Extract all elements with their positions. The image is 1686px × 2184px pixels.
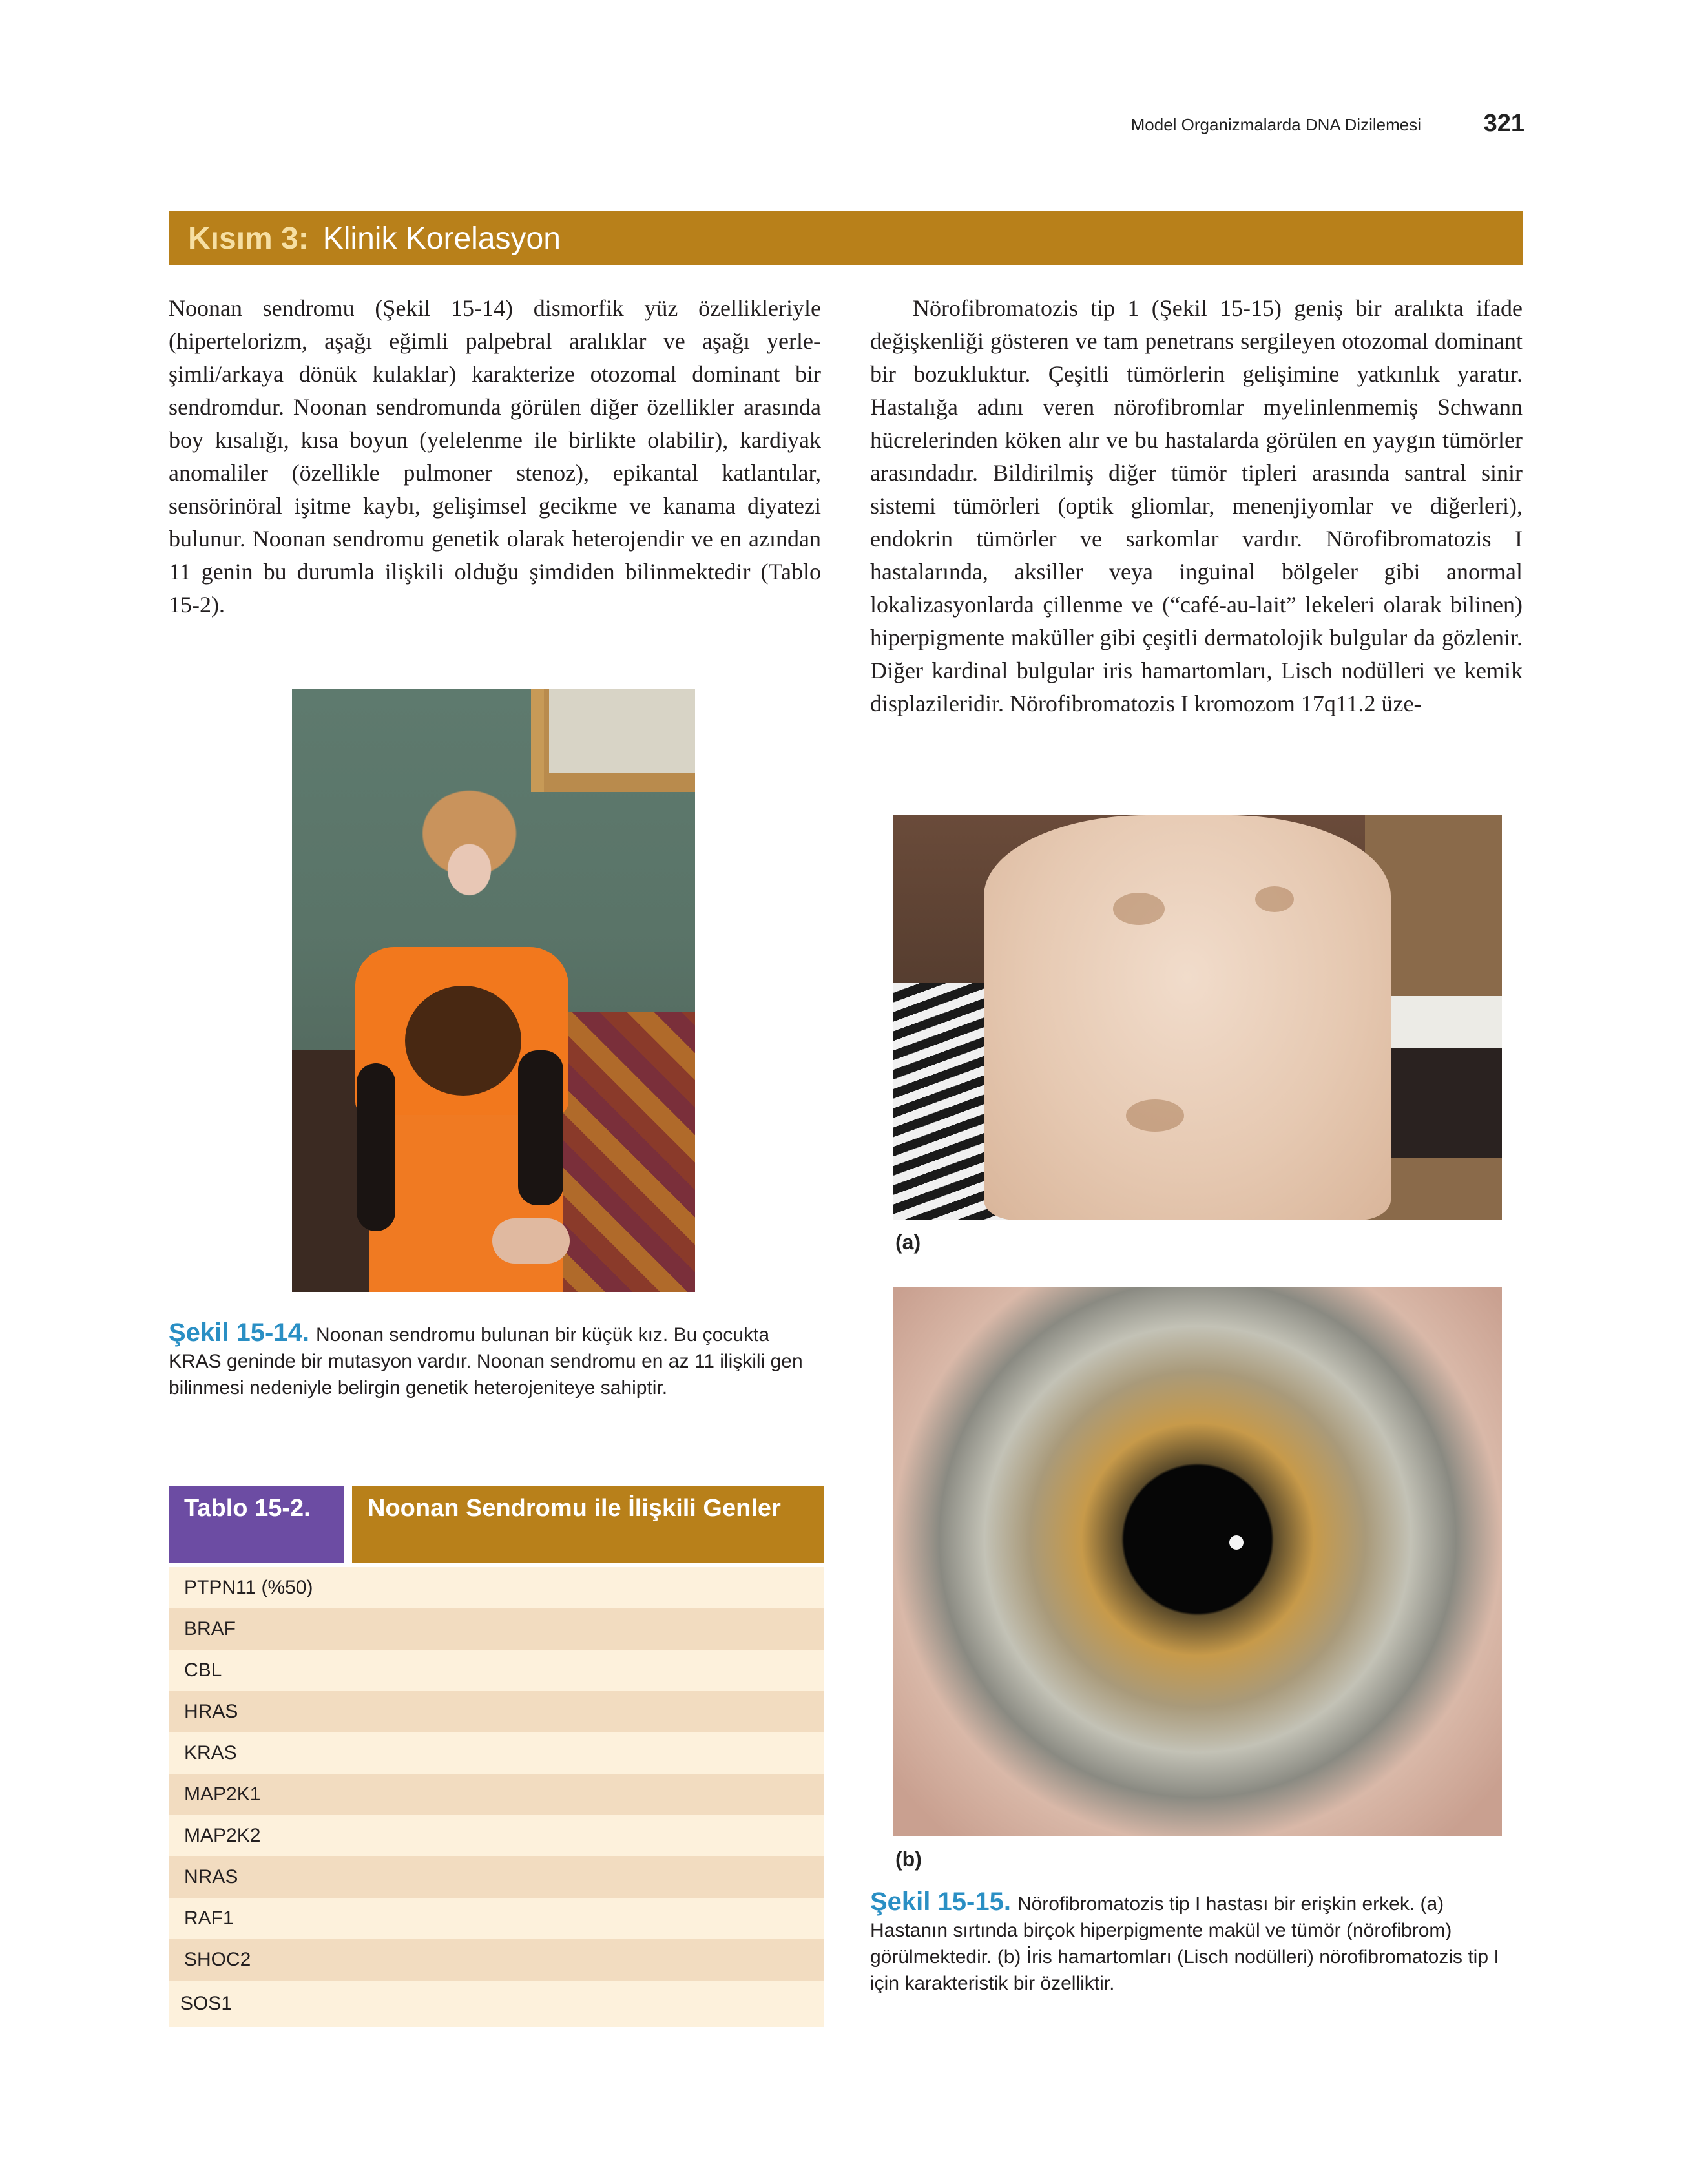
cafe-au-lait-spot bbox=[1255, 886, 1294, 912]
section-label: Kısım 3: bbox=[188, 221, 309, 256]
child-sleeve-left bbox=[357, 1063, 395, 1231]
wall-frame-inner bbox=[549, 689, 695, 773]
table-row: SOS1 bbox=[169, 1981, 824, 2027]
table-row: KRAS bbox=[169, 1732, 824, 1774]
table-row: SHOC2 bbox=[169, 1939, 824, 1981]
table-row: HRAS bbox=[169, 1691, 824, 1732]
child-sleeve-right bbox=[518, 1050, 563, 1205]
page-number: 321 bbox=[1483, 110, 1525, 137]
figure-15-14-number: Şekil 15-14. bbox=[169, 1318, 309, 1347]
figure-15-15-panel-a-label: (a) bbox=[895, 1231, 921, 1254]
left-column-paragraph: Noonan sendromu (Şekil 15-14) dismorfik yüz özellikleriyle (hipertelorizm, aşağı eğimli palpebral aralıklar ve aşağı yerleşimli/arkaya dönük kulaklar) karakterize otozomal dominant bir sendromdur. Noonan sendromunda görülen diğer özellikler arasında boy kısalığı, kısa boyun (yelelenme ile birlikte olabilir), kardiyak anomaliler (özellikle pulmoner stenoz), epikantal katlantılar, sensörinöral işitme kaybı, gelişimsel gecikme ve kanama diyatezi bulunur. Noonan sendromu genetik olarak heterojendir ve en azından 11 genin bu durumla ilişkili olduğu şimdiden bilinmektedir (Tablo 15-2). bbox=[169, 295, 821, 618]
figure-15-14-caption-text: Noonan sendromu bulunan bir küçük kız. Bu çocukta KRAS geninde bir mutasyon vardır. Noonan sendromu en az 11 ilişkili gen bilinmesi nedeniyle belirgin genetik heterojeniteye sahiptir. bbox=[169, 1324, 803, 1399]
figure-15-15b-photo bbox=[893, 1287, 1502, 1836]
figure-15-15-caption bbox=[870, 1889, 1516, 1997]
figure-15-15-panel-b-label: (b) bbox=[895, 1847, 922, 1871]
cafe-au-lait-spot bbox=[1126, 1099, 1184, 1132]
table-row: PTPN11 (%50) bbox=[169, 1567, 824, 1608]
right-paragraph-text: Nörofibromatozis tip 1 (Şekil 15-15) geniş bir aralıkta ifade değişkenliği gösteren ve tam penetrans sergileyen otozomal dominant bir bozukluktur. Çeşitli tümörlerin gelişimine yatkınlık yaratır. Hastalığa adını veren nörofibromlar myelinlenmemiş Schwann hücrelerinden köken alır ve bu hastalarda görülen en yaygın tümörler arasındadır. Bildirilmiş diğer tümör tipleri arasında santral sinir sistemi tümörleri (optik gliomlar, menenjiyomlar ve diğerleri), endokrin tümörler ve sarkomlar vardır. Nörofibromatozis I hastalarında, aksiller veya inguinal bölgeler gibi anormal lokalizasyonlarda çillenme ve (“café-au-lait” lekeleri olarak bilinen) hiperpigmente maküller gibi çeşitli dermatolojik bulgular da gözlenir. Diğer kardinal bulgular iris hamartomları, Lisch nodülleri ve kemik displazileridir. Nörofibromatozis I kromozom 17q11.2 üze- bbox=[870, 295, 1523, 716]
cafe-au-lait-spot bbox=[1113, 893, 1165, 925]
section-title: Klinik Korelasyon bbox=[322, 221, 561, 256]
table-row: MAP2K2 bbox=[169, 1815, 824, 1856]
table-row: RAF1 bbox=[169, 1898, 824, 1939]
right-column-paragraph bbox=[870, 292, 1523, 720]
patient-back bbox=[984, 815, 1391, 1220]
exam-table bbox=[1384, 1048, 1502, 1158]
patterned-chair bbox=[550, 1012, 695, 1292]
adult-hand bbox=[492, 1218, 570, 1264]
figure-15-14-photo bbox=[292, 689, 695, 1292]
figure-15-14-caption bbox=[169, 1320, 815, 1401]
figure-15-15a-photo bbox=[893, 815, 1502, 1220]
shirt-print bbox=[405, 986, 521, 1096]
table-row: NRAS bbox=[169, 1856, 824, 1898]
table-body bbox=[169, 1567, 824, 2027]
table-title: Noonan Sendromu ile İlişkili Genler bbox=[352, 1486, 824, 1563]
pupil-glint bbox=[1229, 1535, 1244, 1550]
figure-15-15-caption-text: Nörofibromatozis tip I hastası bir erişkin erkek. (a) Hastanın sırtında birçok hiperpigmente makül ve tümör (nörofibrom) görülmektedir. (b) İris hamartomları (Lisch nodülleri) nörofibromatozis tip I için karakteristik bir özelliktir. bbox=[870, 1893, 1499, 1994]
section-heading-bar bbox=[169, 211, 1523, 265]
figure-15-15-number: Şekil 15-15. bbox=[870, 1888, 1011, 1916]
running-header-title: Model Organizmalarda DNA Dizilemesi bbox=[1130, 115, 1421, 134]
table-row: CBL bbox=[169, 1650, 824, 1691]
exam-table-paper bbox=[1391, 996, 1502, 1054]
table-label: Tablo 15-2. bbox=[169, 1486, 344, 1563]
table-row: MAP2K1 bbox=[169, 1774, 824, 1815]
table-row: BRAF bbox=[169, 1608, 824, 1650]
